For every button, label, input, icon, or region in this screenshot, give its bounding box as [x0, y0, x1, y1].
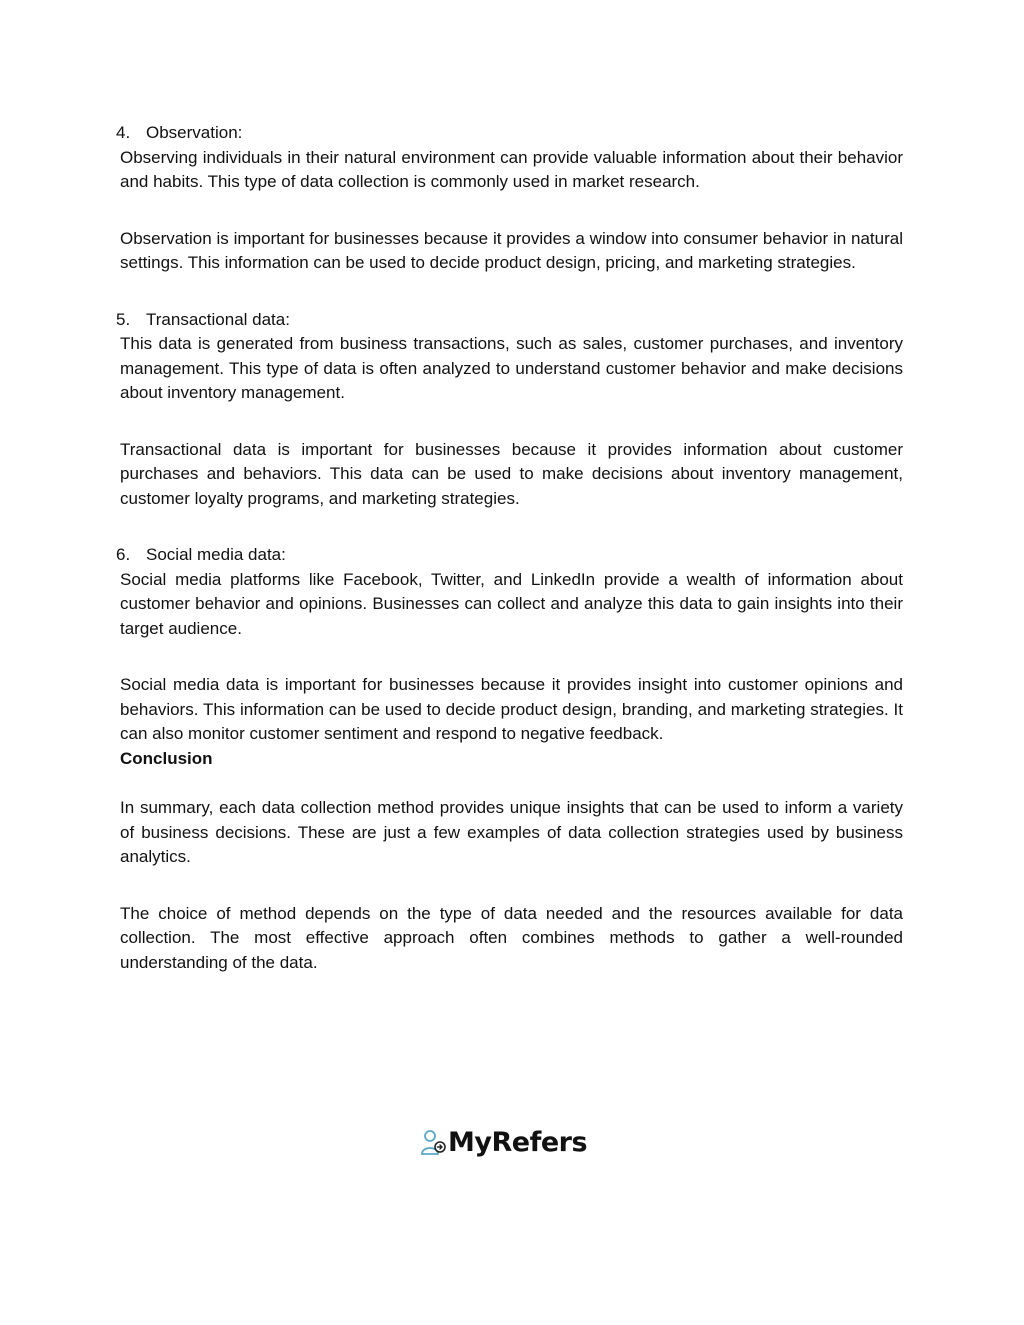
- section-heading-observation: 4. Observation:: [120, 121, 903, 146]
- conclusion-paragraph: The choice of method depends on the type of data needed and the resources available for data collection. The most effective approach often combines methods to gather a well-rounded understanding of the data.: [120, 903, 903, 972]
- person-refer-icon: [421, 1128, 447, 1156]
- logo-text: MyRefers: [448, 1126, 588, 1158]
- section-importance: Transactional data is important for businesses because it provides information about customer purchases and behaviors. This data can be used to make decisions about inventory management, customer loyalty programs, and marketing strategies.: [120, 439, 903, 508]
- section-importance: Observation is important for businesses because it provides a window into consumer behavior in natural settings. This information can be used to decide product design, pricing, and marketing strategies.: [120, 228, 903, 272]
- section-importance: Social media data is important for businesses because it provides insight into customer opinions and behaviors. This information can be used to decide product design, branding, and marketing strategies. It can also monitor customer sentiment and respond to negative feedback.: [120, 675, 903, 743]
- section-description: Social media platforms like Facebook, Twitter, and LinkedIn provide a wealth of information about customer behavior and opinions. Businesses can collect and analyze this data to gain insights into their target audience.: [120, 569, 903, 638]
- document-body: [116, 121, 903, 975]
- section-description: This data is generated from business transactions, such as sales, customer purchases, and inventory management. This type of data is often analyzed to understand customer behavior and make decisions about inventory management.: [120, 334, 903, 402]
- section-title: Social media data:: [146, 545, 286, 564]
- section-heading-social-media-data: 6. Social media data:: [120, 543, 903, 568]
- myrefers-logo: [421, 1122, 601, 1162]
- section-heading-transactional-data: 5. Transactional data:: [120, 308, 903, 333]
- conclusion-heading: Conclusion: [120, 748, 213, 768]
- conclusion-paragraph: In summary, each data collection method provides unique insights that can be used to inform a variety of business decisions. These are just a few examples of data collection strategies used by business analytics.: [120, 798, 903, 866]
- section-title: Observation:: [146, 123, 243, 142]
- section-title: Transactional data:: [146, 309, 290, 329]
- section-description: Observing individuals in their natural environment can provide valuable information about their behavior and habits. This type of data collection is commonly used in market research.: [120, 147, 903, 191]
